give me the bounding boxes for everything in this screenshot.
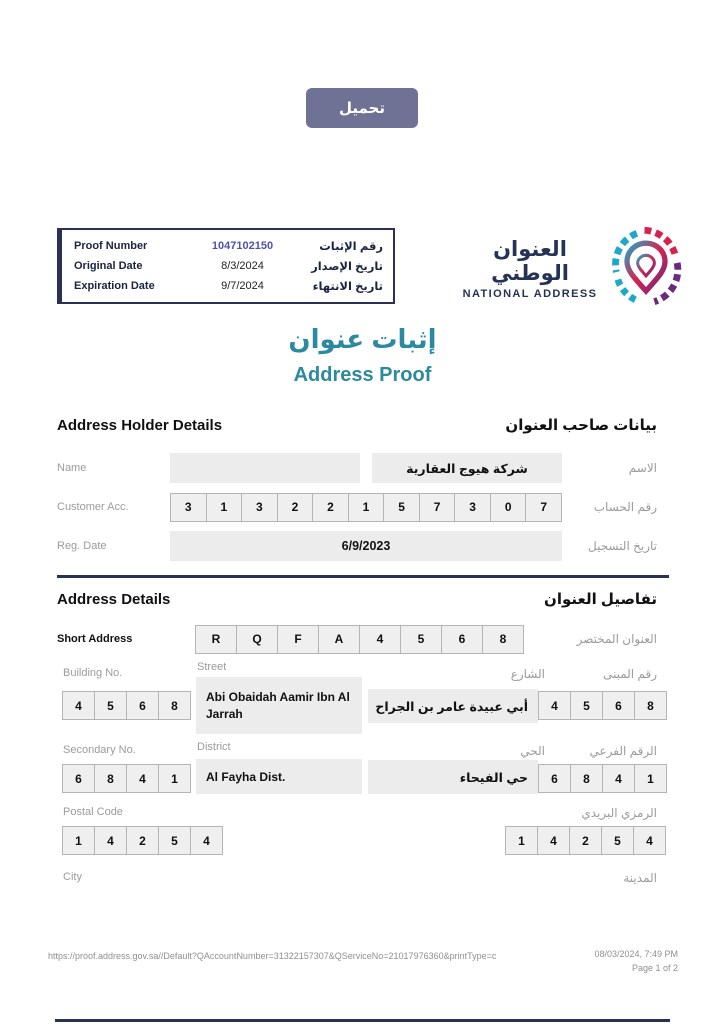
digit-cell: 4 bbox=[94, 826, 127, 855]
name-value-ar-box: شركة هيوج العقارية bbox=[372, 453, 562, 483]
footer-url: https://proof.address.gov.sa//Default?QAccountNumber=31322157307&QServiceNo=21017976360&printType=c bbox=[48, 951, 497, 961]
original-date-value: 8/3/2024 bbox=[221, 260, 264, 272]
secondary-digits-en bbox=[62, 764, 191, 793]
holder-heading-en: Address Holder Details bbox=[57, 417, 223, 434]
digit-cell: 1 bbox=[206, 493, 243, 522]
street-label-en: Street bbox=[197, 661, 227, 673]
digit-cell: 5 bbox=[383, 493, 420, 522]
name-value-boxes bbox=[170, 453, 562, 483]
char-cell: 5 bbox=[400, 625, 442, 654]
proof-number-label-ar: رقم الإثبات bbox=[319, 241, 383, 253]
customer-account-digits bbox=[170, 493, 562, 522]
digit-cell: 1 bbox=[158, 764, 191, 793]
digit-cell: 4 bbox=[602, 764, 635, 793]
logo-title-ar: العنوان الوطني bbox=[491, 238, 569, 285]
national-address-logo bbox=[452, 224, 684, 314]
digit-cell: 1 bbox=[348, 493, 385, 522]
expiration-date-label-en: Expiration Date bbox=[74, 280, 155, 292]
customer-account-label-ar: رقم الحساب bbox=[593, 500, 657, 514]
logo-wordmark bbox=[452, 238, 608, 299]
district-label-ar: الحي bbox=[520, 744, 545, 758]
digit-cell: 2 bbox=[126, 826, 159, 855]
proof-number-value: 1047102150 bbox=[211, 240, 274, 252]
digit-cell: 4 bbox=[537, 826, 570, 855]
district-value-en-box: Al Fayha Dist. bbox=[196, 759, 362, 794]
street-label-ar: الشارع bbox=[510, 667, 545, 681]
digit-cell: 5 bbox=[570, 691, 603, 720]
digit-cell: 8 bbox=[158, 691, 191, 720]
digit-cell: 8 bbox=[570, 764, 603, 793]
digit-cell: 8 bbox=[94, 764, 127, 793]
details-heading-ar: تفاصيل العنوان bbox=[544, 591, 657, 608]
original-date-label-ar: تاريخ الإصدار bbox=[311, 261, 383, 273]
holder-section-header bbox=[57, 416, 669, 434]
digit-cell: 3 bbox=[454, 493, 491, 522]
secondary-label-ar: الرقم الفرعي bbox=[589, 744, 657, 758]
footer-meta bbox=[594, 948, 678, 975]
secondary-label-en: Secondary No. bbox=[63, 744, 136, 756]
expiration-date-value: 9/7/2024 bbox=[221, 280, 264, 292]
postal-digits-ar bbox=[505, 826, 666, 855]
street-value-ar-box: أبي عبيدة عامر بن الجراح bbox=[368, 689, 538, 723]
building-digits-en bbox=[62, 691, 191, 720]
digit-cell: 8 bbox=[634, 691, 667, 720]
char-cell: 4 bbox=[359, 625, 401, 654]
document-title-en: Address Proof bbox=[293, 364, 432, 386]
footer-datetime: 08/03/2024, 7:49 PM bbox=[594, 949, 678, 959]
char-cell: 8 bbox=[482, 625, 524, 654]
digit-cell: 6 bbox=[538, 764, 571, 793]
original-date-label-en: Original Date bbox=[74, 260, 143, 272]
digit-cell: 6 bbox=[62, 764, 95, 793]
reg-date-value-box: 6/9/2023 bbox=[170, 531, 562, 561]
details-heading-en: Address Details bbox=[57, 591, 171, 608]
street-value-en-box: Abi Obaidah Aamir Ibn Al Jarrah bbox=[196, 677, 362, 734]
customer-account-label-en: Customer Acc. bbox=[57, 501, 129, 513]
digit-cell: 2 bbox=[312, 493, 349, 522]
digit-cell: 1 bbox=[62, 826, 95, 855]
expiration-date-row bbox=[74, 279, 383, 293]
char-cell: A bbox=[318, 625, 360, 654]
digit-cell: 5 bbox=[94, 691, 127, 720]
document-title-ar: إثبات عنوان bbox=[288, 324, 437, 354]
building-label-ar: رقم المبنى bbox=[602, 667, 657, 681]
digit-cell: 7 bbox=[419, 493, 456, 522]
name-label-en: Name bbox=[57, 462, 87, 474]
short-address-row bbox=[57, 624, 669, 654]
char-cell: Q bbox=[236, 625, 278, 654]
digit-cell: 2 bbox=[277, 493, 314, 522]
postal-digits-en bbox=[62, 826, 223, 855]
postal-label-ar: الرمزي البريدي bbox=[581, 806, 657, 820]
digit-cell: 0 bbox=[490, 493, 527, 522]
reg-date-label-ar: تاريخ التسجيل bbox=[588, 539, 657, 553]
digit-cell: 4 bbox=[62, 691, 95, 720]
digit-cell: 1 bbox=[505, 826, 538, 855]
footer-page-number: Page 1 of 2 bbox=[631, 962, 678, 973]
proof-summary-box bbox=[57, 228, 395, 304]
digit-cell: 6 bbox=[126, 691, 159, 720]
city-label-ar: المدينة bbox=[623, 871, 657, 885]
digit-cell: 5 bbox=[601, 826, 634, 855]
name-label-ar: الاسم bbox=[628, 461, 657, 475]
original-date-row bbox=[74, 259, 383, 273]
short-address-label-en: Short Address bbox=[57, 633, 133, 645]
postal-label-en: Postal Code bbox=[63, 806, 123, 818]
name-row bbox=[57, 453, 669, 483]
secondary-digits-ar bbox=[538, 764, 667, 793]
proof-number-label-en: Proof Number bbox=[74, 240, 148, 252]
digit-cell: 4 bbox=[633, 826, 666, 855]
reg-date-row bbox=[57, 531, 669, 561]
short-address-label-ar: العنوان المختصر bbox=[576, 632, 657, 646]
digit-cell: 3 bbox=[170, 493, 207, 522]
digit-cell: 4 bbox=[190, 826, 223, 855]
expiration-date-label-ar: تاريخ الانتهاء bbox=[312, 281, 383, 293]
name-value-en-box bbox=[170, 453, 360, 483]
char-cell: R bbox=[195, 625, 237, 654]
digit-cell: 1 bbox=[634, 764, 667, 793]
digit-cell: 6 bbox=[602, 691, 635, 720]
district-label-en: District bbox=[197, 741, 231, 753]
holder-heading-ar: بيانات صاحب العنوان bbox=[505, 417, 657, 434]
section-divider bbox=[57, 575, 669, 578]
district-value-ar-box: حي الفيحاء bbox=[368, 760, 538, 794]
char-cell: 6 bbox=[441, 625, 483, 654]
digit-cell: 2 bbox=[569, 826, 602, 855]
reg-date-label-en: Reg. Date bbox=[57, 540, 107, 552]
digit-cell: 4 bbox=[538, 691, 571, 720]
next-page-top-border bbox=[55, 1019, 670, 1022]
customer-account-row bbox=[57, 492, 669, 522]
digit-cell: 4 bbox=[126, 764, 159, 793]
details-section-header bbox=[57, 590, 669, 608]
proof-number-row bbox=[74, 239, 383, 253]
city-label-en: City bbox=[63, 871, 82, 883]
building-label-en: Building No. bbox=[63, 667, 123, 679]
digit-cell: 7 bbox=[525, 493, 562, 522]
location-pin-icon bbox=[608, 225, 684, 313]
digit-cell: 5 bbox=[158, 826, 191, 855]
char-cell: F bbox=[277, 625, 319, 654]
short-address-cells bbox=[195, 625, 531, 654]
building-digits-ar bbox=[538, 691, 667, 720]
logo-title-en: NATIONAL ADDRESS bbox=[462, 287, 598, 300]
download-button[interactable]: تحميل bbox=[306, 88, 418, 128]
digit-cell: 3 bbox=[241, 493, 278, 522]
